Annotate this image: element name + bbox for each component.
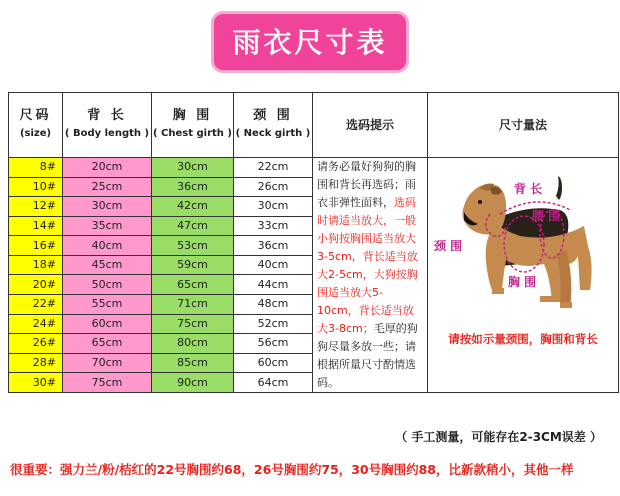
cell-back: 45cm — [63, 255, 152, 275]
cell-neck: 22cm — [234, 158, 313, 178]
cell-size: 14# — [9, 216, 63, 236]
cell-neck: 52cm — [234, 314, 313, 334]
label-waist: 腰 围 — [532, 209, 561, 223]
cell-neck: 26cm — [234, 177, 313, 197]
cell-size: 8# — [9, 158, 63, 178]
size-tips-cell: 请务必量好狗狗的胸围和背长再选码；雨衣非弹性面料，选码时请适当放大，一般小狗按胸围适当放大3-5cm，背长适当放大2-5cm，大狗按胸围适当放大5-10cm，背长适当放大3-8cm；毛厚的狗狗尽量多放一些；请根据所量尺寸酌情选码。 — [313, 158, 428, 393]
cell-chest: 80cm — [152, 334, 234, 354]
cell-chest: 59cm — [152, 255, 234, 275]
cell-back: 60cm — [63, 314, 152, 334]
measure-method-cell — [428, 158, 619, 393]
cell-back: 30cm — [63, 197, 152, 217]
page-title: 雨衣尺寸表 — [214, 14, 405, 70]
cell-size: 18# — [9, 255, 63, 275]
title-banner — [0, 14, 620, 70]
cell-back: 65cm — [63, 334, 152, 354]
cell-back: 70cm — [63, 353, 152, 373]
cell-neck: 60cm — [234, 353, 313, 373]
cell-size: 16# — [9, 236, 63, 256]
cell-neck: 36cm — [234, 236, 313, 256]
cell-size: 28# — [9, 353, 63, 373]
cell-size: 26# — [9, 334, 63, 354]
cell-back: 40cm — [63, 236, 152, 256]
cell-back: 35cm — [63, 216, 152, 236]
cell-neck: 44cm — [234, 275, 313, 295]
measurement-error-note: （ 手工测量，可能存在2-3CM误差 ） — [395, 430, 602, 444]
cell-back: 55cm — [63, 295, 152, 315]
cell-size: 22# — [9, 295, 63, 315]
cell-back: 50cm — [63, 275, 152, 295]
cell-size: 20# — [9, 275, 63, 295]
cell-chest: 53cm — [152, 236, 234, 256]
header-size: 尺码 (size) — [9, 93, 63, 158]
cell-chest: 36cm — [152, 177, 234, 197]
cell-size: 12# — [9, 197, 63, 217]
important-warning: 很重要：强力兰/粉/桔红的22号胸围约68，26号胸围约75，30号胸围约88，比新款稍小，其他一样 — [10, 462, 574, 477]
cell-chest: 30cm — [152, 158, 234, 178]
cell-neck: 40cm — [234, 255, 313, 275]
size-chart-table — [8, 92, 619, 393]
label-back-length: 背 长 — [514, 182, 543, 196]
table-row — [9, 158, 619, 178]
cell-chest: 42cm — [152, 197, 234, 217]
diagram-caption: 请按如示量颈围，胸围和背长 — [448, 332, 598, 346]
cell-size: 10# — [9, 177, 63, 197]
cell-back: 25cm — [63, 177, 152, 197]
cell-neck: 48cm — [234, 295, 313, 315]
cell-chest: 71cm — [152, 295, 234, 315]
cell-chest: 85cm — [152, 353, 234, 373]
cell-neck: 30cm — [234, 197, 313, 217]
label-chest: 胸 围 — [508, 275, 537, 289]
header-chest-girth: 胸 围 ( Chest girth ) — [152, 93, 234, 158]
cell-size: 30# — [9, 373, 63, 393]
header-neck-girth: 颈 围 ( Neck girth ) — [234, 93, 313, 158]
cell-neck: 56cm — [234, 334, 313, 354]
cell-neck: 64cm — [234, 373, 313, 393]
cell-chest: 65cm — [152, 275, 234, 295]
header-back-length: 背 长 ( Body length ) — [63, 93, 152, 158]
dog-measure-diagram — [428, 158, 618, 392]
cell-back: 75cm — [63, 373, 152, 393]
header-size-tips: 选码提示 — [313, 93, 428, 158]
cell-back: 20cm — [63, 158, 152, 178]
cell-chest: 75cm — [152, 314, 234, 334]
header-measure-method: 尺寸量法 — [428, 93, 619, 158]
table-header-row — [9, 93, 619, 158]
cell-chest: 90cm — [152, 373, 234, 393]
cell-size: 24# — [9, 314, 63, 334]
label-neck: 颈 围 — [434, 239, 463, 253]
cell-chest: 47cm — [152, 216, 234, 236]
cell-neck: 33cm — [234, 216, 313, 236]
